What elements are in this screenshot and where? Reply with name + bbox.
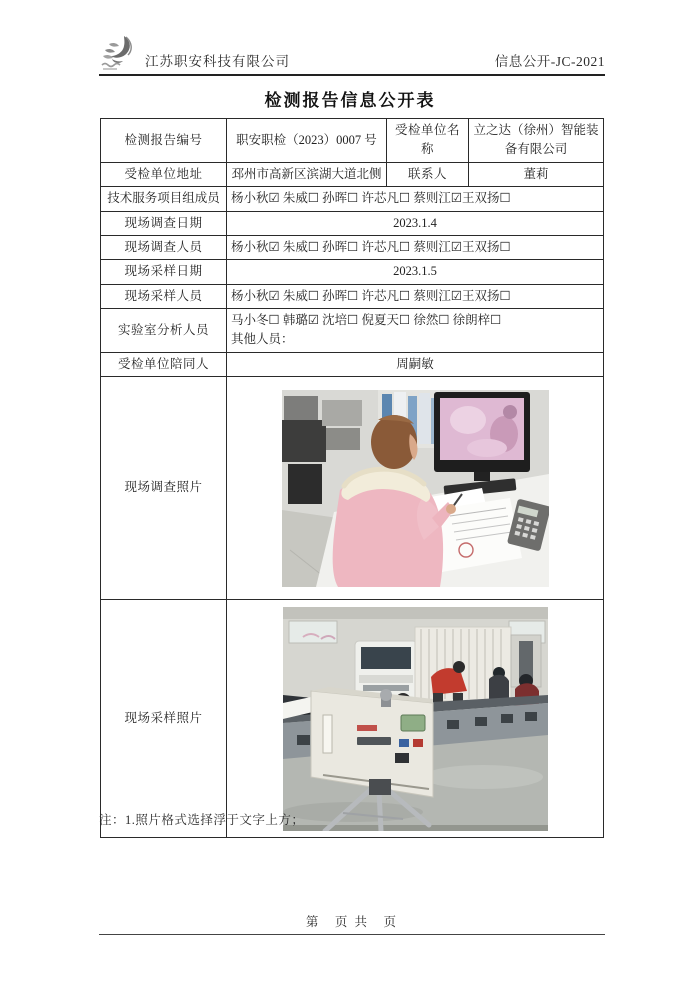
table-row	[101, 187, 604, 211]
table-row	[101, 162, 604, 186]
table-row	[101, 119, 604, 163]
disclosure-form-table	[100, 118, 604, 838]
sampling-photo-cell	[227, 600, 604, 838]
table-row	[101, 260, 604, 284]
sampling-date-label: 现场采样日期	[101, 260, 227, 284]
contact-value: 董莉	[469, 162, 604, 186]
lab-analysts-checklist	[227, 309, 604, 353]
table-row	[101, 235, 604, 259]
page-header	[99, 30, 605, 76]
unit-address-label: 受检单位地址	[101, 162, 227, 186]
sampling-photo	[283, 607, 548, 831]
company-name: 江苏职安科技有限公司	[145, 54, 290, 69]
page-footer: 第 页 共 页	[99, 912, 605, 935]
table-row	[101, 600, 604, 838]
lab-analysts-label: 实验室分析人员	[101, 309, 227, 353]
team-members-checklist: 杨小秋☑ 朱威☐ 孙晖☐ 许芯凡☐ 蔡则江☑王双扬☐	[227, 187, 604, 211]
document-code: 信息公开-JC-2021	[494, 54, 605, 69]
survey-staff-label: 现场调查人员	[101, 235, 227, 259]
footnote: 注：1.照片格式选择浮于文字上方；	[99, 813, 305, 827]
survey-photo	[282, 390, 549, 587]
table-row	[101, 352, 604, 376]
company-logo-icon	[99, 34, 143, 72]
escort-label: 受检单位陪同人	[101, 352, 227, 376]
unit-name-value: 立之达（徐州）智能装备有限公司	[469, 119, 604, 163]
escort-value: 周嗣敏	[227, 352, 604, 376]
survey-date-label: 现场调查日期	[101, 211, 227, 235]
survey-staff-checklist: 杨小秋☑ 朱威☐ 孙晖☐ 许芯凡☐ 蔡则江☑王双扬☐	[227, 235, 604, 259]
survey-photo-cell	[227, 377, 604, 600]
team-members-label: 技术服务项目组成员	[101, 187, 227, 211]
sampling-staff-checklist: 杨小秋☑ 朱威☐ 孙晖☐ 许芯凡☐ 蔡则江☑王双扬☐	[227, 284, 604, 308]
survey-date-value: 2023.1.4	[227, 211, 604, 235]
sampling-photo-label: 现场采样照片	[101, 600, 227, 838]
sampling-date-value: 2023.1.5	[227, 260, 604, 284]
report-number-value: 职安职检（2023）0007 号	[227, 119, 387, 163]
lab-analysts-line1: 马小冬☐ 韩璐☑ 沈培☐ 倪夏天☐ 徐然☐ 徐朗梓☐	[231, 313, 502, 327]
table-row	[101, 377, 604, 600]
unit-name-label: 受检单位名称	[387, 119, 469, 163]
unit-address-value: 邳州市高新区滨湖大道北侧	[227, 162, 387, 186]
sampling-staff-label: 现场采样人员	[101, 284, 227, 308]
table-row	[101, 284, 604, 308]
lab-analysts-other-line: 其他人员：	[231, 332, 294, 347]
page-title: 检测报告信息公开表	[264, 91, 436, 110]
company-brand	[99, 34, 290, 72]
report-number-label: 检测报告编号	[101, 119, 227, 163]
contact-label: 联系人	[387, 162, 469, 186]
table-row	[101, 211, 604, 235]
table-row	[101, 309, 604, 353]
survey-photo-label: 现场调查照片	[101, 377, 227, 600]
